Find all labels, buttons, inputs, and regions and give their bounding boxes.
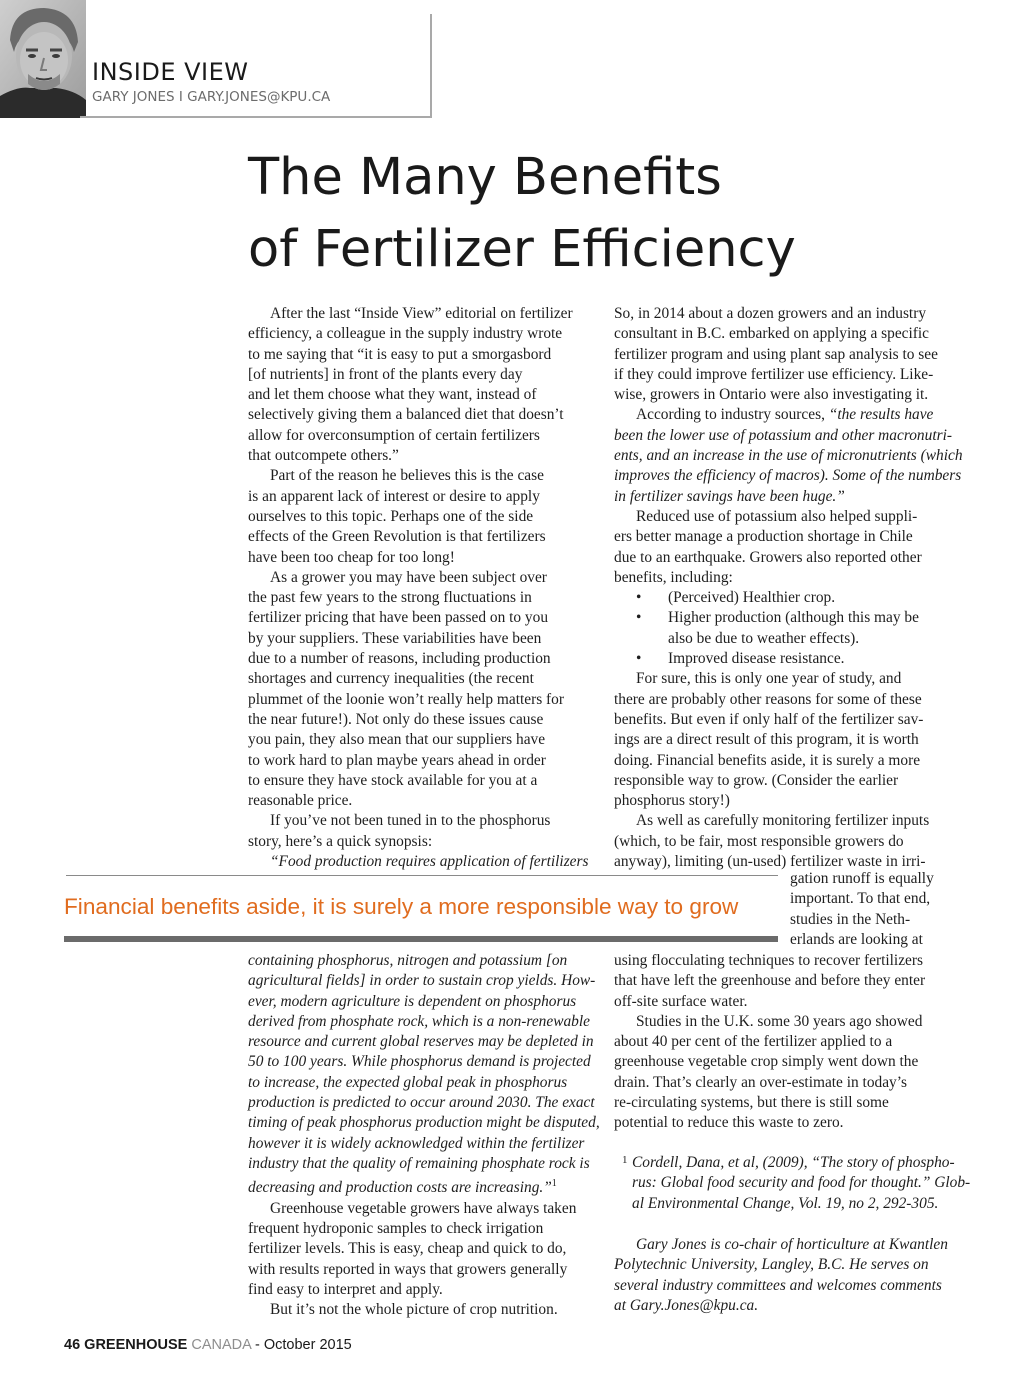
text-line: fertilizer levels. This is easy, cheap and quick to do, xyxy=(248,1240,567,1258)
text-line: (which, to be fair, most responsible growers do xyxy=(614,832,904,850)
footnote-line: rus: Global food security and food for thought.” Glob- xyxy=(632,1174,971,1192)
pull-quote-rule-top xyxy=(66,875,778,876)
text-line: story, here’s a quick synopsis: xyxy=(248,832,433,850)
text-line: and let them choose what they want, instead of xyxy=(248,386,537,404)
author-photo xyxy=(0,0,86,118)
quote-line: decreasing and production costs are increasing.”$^1$ xyxy=(248,1178,557,1197)
text-line: that have left the greenhouse and before they enter xyxy=(614,972,926,990)
footnote-line: al Environmental Change, Vol. 19, no 2, 292-305. xyxy=(632,1194,939,1212)
bullet-continuation: also be due to weather effects). xyxy=(668,629,860,647)
text-line: benefits, including: xyxy=(614,568,733,586)
text-line: phosphorus story!) xyxy=(614,792,730,810)
quote-line: to increase, the expected global peak in phosphorus xyxy=(248,1073,568,1091)
bio-line: Gary Jones is co-chair of horticulture at Kwantlen xyxy=(636,1236,948,1253)
text-line: ers better manage a production shortage in Chile xyxy=(614,528,913,546)
author-bio xyxy=(614,1235,964,1316)
quote-line: containing phosphorus, nitrogen and potassium [on xyxy=(248,952,568,969)
text-line: re-circulating systems, but there is still some xyxy=(614,1094,889,1112)
text-line: efficiency, a colleague in the supply industry wrote xyxy=(248,325,563,343)
text-line: ourselves to this topic. Perhaps one of the side xyxy=(248,507,534,525)
text-line: anyway), limiting (un-used) fertilizer waste in irri- xyxy=(614,853,926,871)
text-line: due to an earthquake. Growers also reported other xyxy=(614,548,922,566)
quote-line: ever, modern agriculture is dependent on phosphorus xyxy=(248,992,577,1010)
issue-date: - October 2015 xyxy=(255,1337,352,1353)
magazine-name: GREENHOUSE xyxy=(84,1337,188,1353)
title-line-2: of Fertilizer Efficiency xyxy=(248,220,796,279)
text-line: gation runoff is equally xyxy=(790,870,934,887)
text-line: consultant in B.C. embarked on applying a specific xyxy=(614,325,930,343)
quote-line: in fertilizer savings have been huge.” xyxy=(614,487,845,505)
text-line: erlands are looking at xyxy=(790,930,923,948)
text-line: According to industry sources, “the results have xyxy=(636,406,934,424)
column-left-top xyxy=(248,304,600,872)
footnote-number: 1 xyxy=(622,1154,628,1166)
text-line: find easy to interpret and apply. xyxy=(248,1280,443,1298)
column-right-wrap xyxy=(790,869,964,950)
magazine-name-suffix: CANADA xyxy=(191,1337,251,1353)
text-line: For sure, this is only one year of study, and xyxy=(636,670,902,688)
text-line: potential to reduce this waste to zero. xyxy=(614,1114,844,1132)
quote-line: been the lower use of potassium and other macronutri- xyxy=(614,426,952,444)
text-line: fertilizer program and using plant sap analysis to see xyxy=(614,345,938,363)
text-line: greenhouse vegetable crop simply went down the xyxy=(614,1053,919,1071)
text-line: Greenhouse vegetable growers have always taken xyxy=(270,1199,577,1217)
text-line: Reduced use of potassium also helped suppli- xyxy=(636,507,918,525)
page-folio xyxy=(64,1336,352,1354)
text-line: As a grower you may have been subject over xyxy=(270,568,547,586)
bio-line: at Gary.Jones@kpu.ca. xyxy=(614,1296,759,1314)
text-line: As well as carefully monitoring fertilizer inputs xyxy=(636,812,930,830)
text-line: drain. That’s clearly an over-estimate in today’s xyxy=(614,1073,908,1091)
text-line: If you’ve not been tuned in to the phosphorus xyxy=(270,812,551,830)
quote-line: “Food production requires application of fertilizers xyxy=(270,853,589,871)
quote-line: derived from phosphate rock, which is a non-renewable xyxy=(248,1012,590,1030)
pull-quote: Financial benefits aside, it is surely a more responsible way to grow xyxy=(64,894,739,919)
text-line: by your suppliers. These variabilities have been xyxy=(248,629,542,647)
text-line: fertilizer pricing that have been passed on to you xyxy=(248,609,549,627)
column-right-bottom xyxy=(614,951,964,1134)
footnote xyxy=(614,1153,971,1214)
text-line: reasonable price. xyxy=(248,792,353,810)
text-line: there are probably other reasons for some of these xyxy=(614,690,922,708)
quote-line: improves the efficiency of macros). Some of the numbers xyxy=(614,467,962,485)
text-line: important. To that end, xyxy=(790,890,931,908)
bullet-item: • Improved disease resistance. xyxy=(614,649,964,669)
text-line: that outcompete others.” xyxy=(248,447,399,465)
quote-line: resource and current global reserves may be depleted in xyxy=(248,1033,594,1051)
text-line: to ensure they have stock available for you at a xyxy=(248,771,538,789)
text-line: doing. Financial benefits aside, it is surely a more xyxy=(614,751,921,769)
text-line: allow for overconsumption of certain fertilizers xyxy=(248,426,540,444)
text-line: to me saying that “it is easy to put a smorgasbord xyxy=(248,345,552,363)
text-line: benefits. But even if only half of the fertilizer sav- xyxy=(614,710,924,728)
bullet-icon: • xyxy=(636,609,642,627)
text-line: have been too cheap for too long! xyxy=(248,548,455,566)
author-byline: GARY JONES I GARY.JONES@KPU.CA xyxy=(92,89,331,105)
bio-line: several industry committees and welcomes comments xyxy=(614,1276,942,1294)
text-line: responsible way to grow. (Consider the earlier xyxy=(614,771,899,789)
text-line: effects of the Green Revolution is that fertilizers xyxy=(248,528,546,546)
quote-line: agricultural fields] in order to sustain crop yields. How- xyxy=(248,972,596,990)
bullet-icon: • xyxy=(636,650,642,668)
quote-line: industry that the quality of remaining phosphate rock is xyxy=(248,1154,590,1172)
article-title xyxy=(248,142,796,286)
text-line: is an apparent lack of interest or desire to apply xyxy=(248,487,540,505)
header-frame-bottom xyxy=(80,116,432,118)
text-line: due to a number of reasons, including production xyxy=(248,650,551,668)
bio-line: Polytechnic University, Langley, B.C. He serves on xyxy=(614,1256,929,1274)
text-line: But it’s not the whole picture of crop nutrition. xyxy=(270,1301,558,1319)
quote-line: ents, and an increase in the use of micronutrients (which xyxy=(614,447,963,465)
pull-quote-rule-bottom xyxy=(64,936,778,942)
text-line: using flocculating techniques to recover fertilizers xyxy=(614,952,923,969)
bullet-item: • Higher production (although this may be xyxy=(614,608,964,628)
quote-line: production is predicted to occur around 2030. The exact xyxy=(248,1094,595,1112)
bullet-item: • (Perceived) Healthier crop. xyxy=(614,588,964,608)
footnote-line: Cordell, Dana, et al, (2009), “The story of phospho- xyxy=(632,1154,955,1171)
page-number: 46 xyxy=(64,1337,81,1353)
text-line: shortages and currency inequalities (the recent xyxy=(248,670,534,688)
text-line: the past few years to the strong fluctuations in xyxy=(248,589,532,607)
bullet-icon: • xyxy=(636,589,642,607)
text-line: the near future!). Not only do these issues cause xyxy=(248,710,544,728)
text-line: wise, growers in Ontario were also investigating it. xyxy=(614,386,929,404)
text-line: After the last “Inside View” editorial on fertilizer xyxy=(270,305,573,322)
text-line: So, in 2014 about a dozen growers and an industry xyxy=(614,305,927,322)
column-right-top xyxy=(614,304,964,872)
text-line: to work hard to plan maybe years ahead in order xyxy=(248,751,546,769)
text-line: frequent hydroponic samples to check irrigation xyxy=(248,1219,544,1237)
column-left-bottom xyxy=(248,951,600,1320)
text-line: off-site surface water. xyxy=(614,992,748,1010)
text-line: selectively giving them a balanced diet that doesn’t xyxy=(248,406,564,424)
text-line: studies in the Neth- xyxy=(790,910,911,928)
text-line: with results reported in ways that growers generally xyxy=(248,1260,568,1278)
quote-line: 50 to 100 years. While phosphorus demand is projected xyxy=(248,1053,591,1071)
title-line-1: The Many Benefits xyxy=(248,148,722,207)
quote-line: timing of peak phosphorus production might be disputed, xyxy=(248,1114,600,1132)
footnote-marker: 1 xyxy=(551,1178,557,1190)
text-line: if they could improve fertilizer use efficiency. Like- xyxy=(614,365,934,383)
text-line: about 40 per cent of the fertilizer applied to a xyxy=(614,1033,893,1051)
text-line: ings are a direct result of this program, it is worth xyxy=(614,731,919,749)
text-line: [of nutrients] in front of the plants every day xyxy=(248,365,523,383)
text-line: plummet of the loonie won’t really help matters for xyxy=(248,690,564,708)
header-frame-right xyxy=(430,14,432,118)
text-line: Studies in the U.K. some 30 years ago showed xyxy=(636,1012,923,1030)
quote-line: however it is widely acknowledged within the fertilizer xyxy=(248,1134,585,1152)
text-line: Part of the reason he believes this is the case xyxy=(270,467,544,485)
section-kicker: INSIDE VIEW xyxy=(92,58,249,86)
text-line: you pain, they also mean that our suppliers have xyxy=(248,731,546,749)
